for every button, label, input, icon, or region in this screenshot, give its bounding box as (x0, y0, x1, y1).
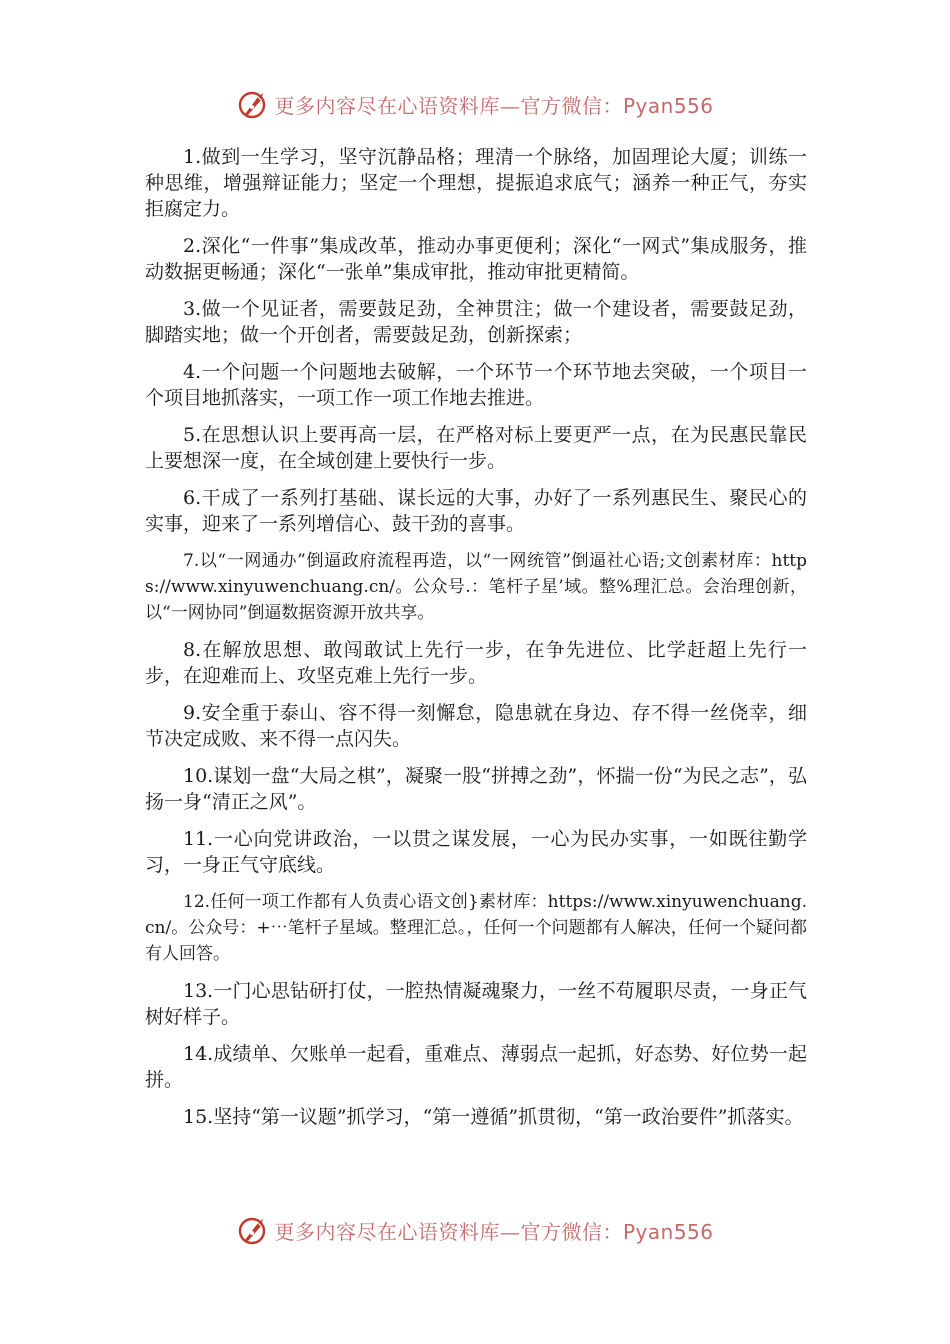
list-item-11: 11.一心向党讲政治，一以贯之谋发展，一心为民办实事，一如既往勤学习，一身正气守底线。 (145, 828, 807, 876)
list-item-2: 2.深化“一件事”集成改革，推动办事更便利；深化“一网式”集成服务，推动数据更畅通；深化“一张单”集成审批，推动审批更精简。 (145, 235, 807, 283)
document-body (145, 144, 807, 1141)
list-item-12: 12.任何一项工作都有人负责心语文创}素材库：https://www.xinyuwenchuang.cn/。公众号：+⋯笔杆子星域。整理汇总。，任何一个问题都有人解决，任何一个疑问都有人回答。 (145, 892, 807, 964)
list-item-14: 14.成绩单、欠账单一起看，重难点、薄弱点一起抓，好态势、好位势一起拼。 (145, 1043, 807, 1091)
list-item-1: 1.做到一生学习，坚守沉静品格；理清一个脉络，加固理论大厦；训练一种思维，增强辩证能力；坚定一个理想，提振追求底气；涵养一种正气，夯实拒腐定力。 (145, 146, 807, 220)
header-banner (0, 84, 950, 124)
footer-banner-text: 更多内容尽在心语资料库—官方微信：Pyan556 (274, 1219, 714, 1244)
list-item-6: 6.干成了一系列打基础、谋长远的大事，办好了一系列惠民生、聚民心的实事，迎来了一系列增信心、鼓干劲的喜事。 (145, 487, 807, 535)
list-item-13: 13.一门心思钻研打仗，一腔热情凝魂聚力，一丝不苟履职尽责，一身正气树好样子。 (145, 980, 807, 1028)
list-item-9: 9.安全重于泰山、容不得一刻懈怠，隐患就在身边、存不得一丝侥幸，细节决定成败、来不得一点闪失。 (145, 702, 807, 750)
pen-nib-circle-icon (236, 1213, 270, 1247)
header-wechat-handle: Pyan556 (622, 93, 714, 118)
footer-wechat-handle: Pyan556 (622, 1219, 714, 1244)
list-item-5: 5.在思想认识上要再高一层，在严格对标上要更严一点，在为民惠民靠民上要想深一度，在全域创建上要快行一步。 (145, 424, 807, 472)
list-item-7: 7.以“一网通办”倒逼政府流程再造，以“一网统管”倒逼社心语;文创素材库：https://www.xinyuwenchuang.cn/。公众号.：笔杆子星’域。整%理汇总。会治理创新，以“一网协同”倒逼数据资源开放共享。 (145, 551, 807, 623)
list-item-15: 15.坚持“第一议题”抓学习，“第一遵循”抓贯彻，“第一政治要件”抓落实。 (183, 1106, 804, 1128)
list-item-10: 10.谋划一盘“大局之棋”，凝聚一股“拼搏之劲”，怀揣一份“为民之志”，弘扬一身“清正之风”。 (145, 765, 807, 813)
list-item-4: 4.一个问题一个问题地去破解，一个环节一个环节地去突破，一个项目一个项目地抓落实，一项工作一项工作地去推进。 (145, 361, 807, 409)
footer-banner (0, 1210, 950, 1250)
header-banner-text: 更多内容尽在心语资料库—官方微信：Pyan556 (274, 93, 714, 118)
list-item-8: 8.在解放思想、敢闯敢试上先行一步，在争先进位、比学赶超上先行一步，在迎难而上、攻坚克难上先行一步。 (145, 639, 807, 687)
list-item-3: 3.做一个见证者，需要鼓足劲，全神贯注；做一个建设者，需要鼓足劲，脚踏实地；做一个开创者，需要鼓足劲，创新探索； (145, 298, 807, 346)
pen-nib-circle-icon (236, 87, 270, 121)
